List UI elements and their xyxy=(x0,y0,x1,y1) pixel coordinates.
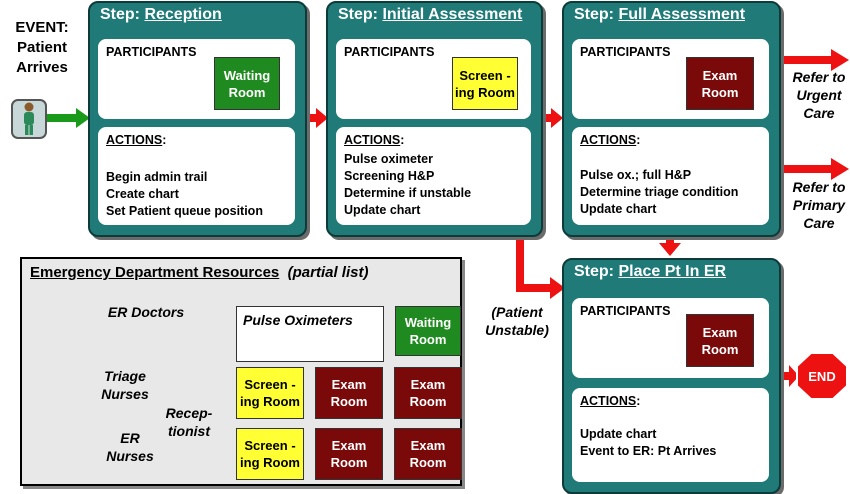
action-item: Begin admin trail xyxy=(106,170,208,184)
action-item: Pulse oximeter xyxy=(344,152,433,166)
actions-label: ACTIONS: xyxy=(106,133,167,147)
arrow-to-primary-care xyxy=(779,158,849,180)
arrow-full-to-place xyxy=(659,235,681,256)
step-name: Full Assessment xyxy=(618,6,746,23)
er-nurses-label: ER Nurses xyxy=(106,430,154,464)
action-item: Determine if unstable xyxy=(344,186,472,200)
step-reception xyxy=(88,1,307,237)
triage-nurses-label: Triage Nurses xyxy=(101,368,149,402)
participants-label: PARTICIPANTS xyxy=(580,304,671,318)
action-item: Update chart xyxy=(344,203,421,217)
step-title: Step: Full Assessment xyxy=(574,6,746,23)
actions-label: ACTIONS: xyxy=(580,394,641,408)
exam-room-block: Exam Room xyxy=(394,428,462,480)
exam-room-block: Exam Room xyxy=(686,314,754,367)
action-item: Screening H&P xyxy=(344,169,435,183)
action-item: Create chart xyxy=(106,187,179,201)
screening-room-block: Screen -ing Room xyxy=(236,428,304,480)
step-name: Reception xyxy=(144,6,222,23)
actions-panel xyxy=(572,388,769,482)
actions-panel xyxy=(98,127,295,225)
exam-room-block: Exam Room xyxy=(686,57,754,110)
receptionist-label: Recep- tionist xyxy=(165,405,213,439)
arrow-reception-to-initial xyxy=(304,108,328,128)
event-line: Patient xyxy=(16,39,67,56)
actions-label: ACTIONS: xyxy=(580,133,641,147)
exam-room-block: Exam Room xyxy=(315,367,383,419)
refer-primary-care-label: Refer to Primary Care xyxy=(792,179,846,231)
step-name: Initial Assessment xyxy=(382,6,523,23)
waiting-room-block: Waiting Room xyxy=(214,57,280,110)
refer-urgent-care-label: Refer to Urgent Care xyxy=(792,69,846,121)
step-title: Step: Place Pt In ER xyxy=(574,263,727,280)
actions-label: ACTIONS: xyxy=(344,133,405,147)
exam-room-block: Exam Room xyxy=(315,428,383,480)
er-doctors-label: ER Doctors xyxy=(107,304,185,320)
screening-room-block: Screen -ing Room xyxy=(452,57,518,110)
actions-panel xyxy=(336,127,531,225)
action-item: Determine triage condition xyxy=(580,185,739,199)
action-item: Update chart xyxy=(580,427,657,441)
end-label: END xyxy=(808,369,836,384)
event-line: Arrives xyxy=(16,59,68,76)
pulse-oximeters-box xyxy=(236,306,384,362)
step-title: Step: Reception xyxy=(100,6,222,23)
resources-subtitle: (partial list) xyxy=(287,264,369,281)
patient-event-icon xyxy=(12,100,46,138)
action-item: Update chart xyxy=(580,202,657,216)
actions-list xyxy=(106,169,263,220)
action-item: Pulse ox.; full H&P xyxy=(580,168,692,182)
arrow-initial-to-full xyxy=(541,108,563,128)
action-item: Event to ER: Pt Arrives xyxy=(580,444,717,458)
arrow-event-to-reception xyxy=(47,108,90,128)
event-line: EVENT: xyxy=(15,19,69,36)
step-title: Step: Initial Assessment xyxy=(338,6,523,23)
step-full-assessment xyxy=(562,1,781,237)
step-place-pt-in-er xyxy=(562,258,781,494)
step-name: Place Pt In ER xyxy=(618,263,727,280)
screening-room-block: Screen -ing Room xyxy=(236,367,304,419)
exam-room-block: Exam Room xyxy=(394,367,462,419)
participants-label: PARTICIPANTS xyxy=(580,45,671,59)
actions-panel xyxy=(572,127,769,225)
patient-unstable-label: (Patient Unstable) xyxy=(485,304,549,338)
actions-list xyxy=(580,167,738,218)
actions-list xyxy=(344,151,471,219)
arrow-unstable-to-place xyxy=(516,236,565,299)
actions-list xyxy=(580,426,716,460)
step-initial-assessment xyxy=(326,1,543,237)
event-label xyxy=(4,18,80,78)
participants-label: PARTICIPANTS xyxy=(106,45,197,59)
participants-label: PARTICIPANTS xyxy=(344,45,435,59)
resources-title: Emergency Department Resources (partial list) xyxy=(30,264,369,281)
pulse-oximeters-label: Pulse Oximeters xyxy=(243,312,353,328)
waiting-room-block: Waiting Room xyxy=(395,306,461,356)
action-item: Set Patient queue position xyxy=(106,204,263,218)
end-stop-sign xyxy=(796,352,848,400)
